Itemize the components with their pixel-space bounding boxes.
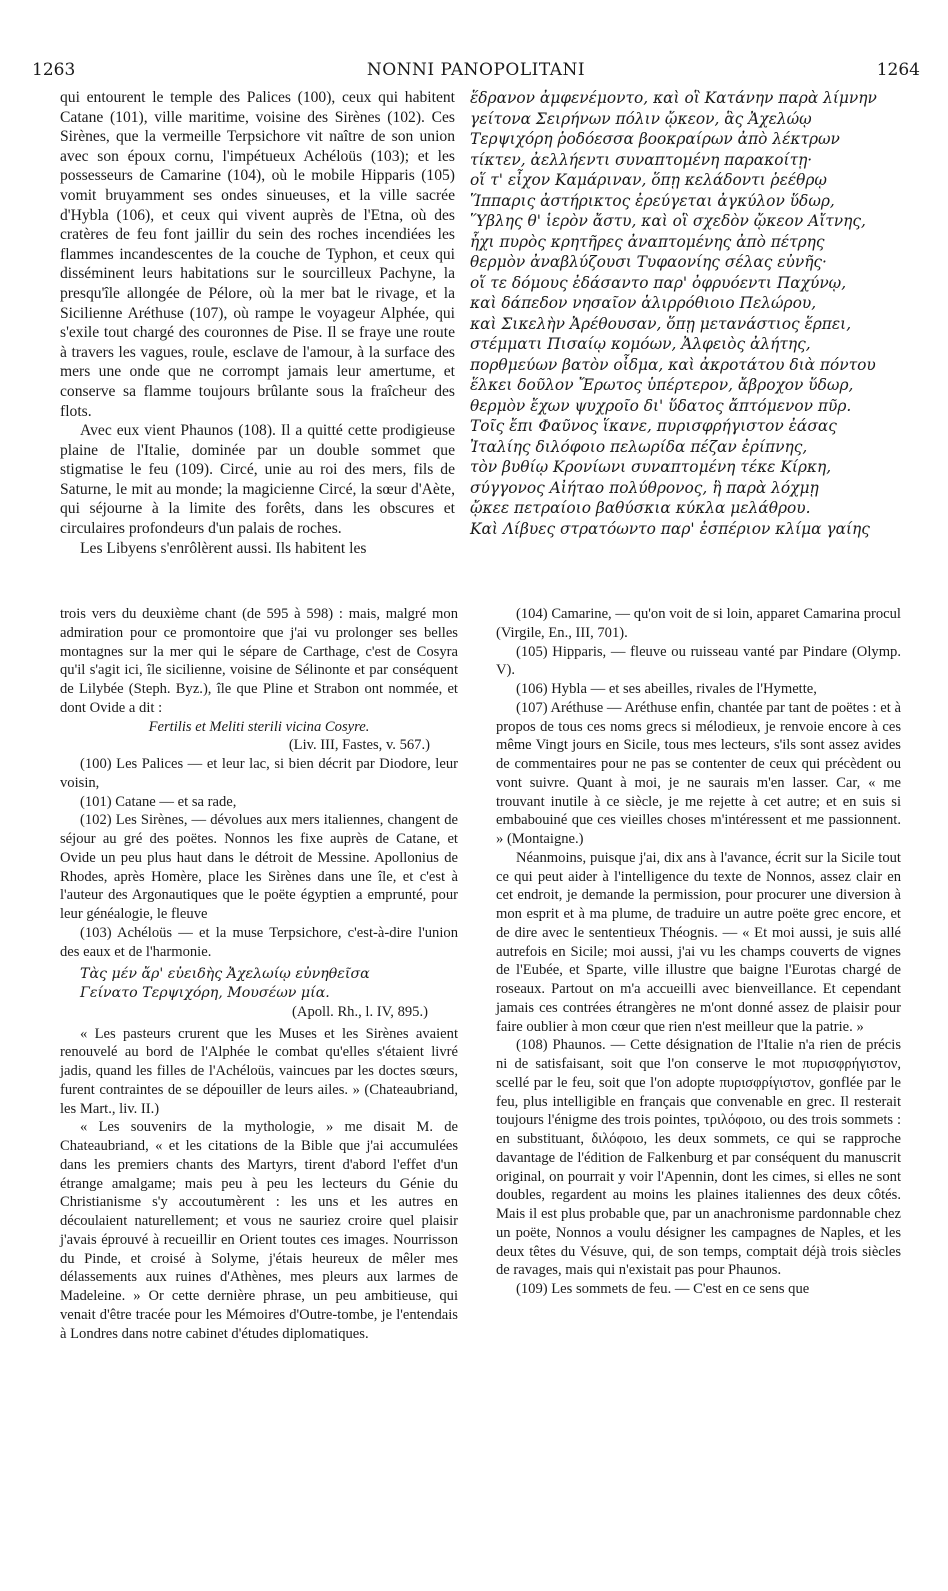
latin-quotation: Fertilis et Meliti sterili vicina Cosyre.: [148, 718, 370, 735]
running-title: NONNI PANOPOLITANI: [366, 60, 586, 80]
note-107: (107) Aréthuse — Aréthuse enfin, chantée par tant de poëtes : et à propos de tous ces noms grecs si mélodieux, je renvoie encore à ces même Vingt jours en Sicile, tous mes lecteurs, s'ils sont assez avides de commentaires pour ne pas se contenter de ceux qui précèdent ou vont suivre. Quant à moi, je ne saurais m'en lasser. Car, « me trouvant inutile à ce siècle, je me rejette à cet autre; et en suis si embabouiné que ces vieilles choses m'intéressent et me passionnent. » (Montaigne.): [496, 699, 901, 847]
note-103: (103) Achéloüs — et la muse Terpsichore, c'est-à-dire l'union des eaux et de l'harmonie.: [60, 924, 458, 960]
left-page-number: 1263: [32, 60, 76, 80]
note-105: (105) Hipparis, — fleuve ou ruisseau vanté par Pindare (Olymp. V).: [496, 643, 901, 679]
greek-verse: Ὕβλης θ' ἱερὸν ἄστυ, καὶ οἳ σχεδὸν ᾤκεον Αἴτνης,: [470, 212, 866, 230]
greek-verse: ᾤκεε πετραίοιο βαθύσκια κύκλα μελάθρου.: [470, 499, 811, 517]
note-paragraph: trois vers du deuxième chant (de 595 à 598) : mais, malgré mon admiration pour ce promontoire que j'ai vu prolonger ses belles montagnes sur la mer qui le sépare de Carthage, c'est de Cosyra qu'il s'agit ici, île sicilienne, voisine de Sélinonte et par conséquent de Lilybée (Steph. Byz.), île que Pline et Strabon ont nommée, et dont Ovide a dit :: [60, 606, 458, 716]
greek-verse: ἕλκει δοῦλον Ἔρωτος ὑπέρτερον, ἄβροχον ὕδωρ,: [470, 376, 854, 394]
note-109: (109) Les sommets de feu. — C'est en ce sens que: [516, 1281, 810, 1297]
greek-verse: τὸν βυθίῳ Κρονίωνι συναπτομένη τέκε Κίρκη,: [470, 458, 832, 476]
greek-verse: καὶ δάπεδον νησαῖον ἁλιρρόθιοιο Πελώρου,: [470, 294, 817, 312]
note-paragraph: Néanmoins, puisque j'ai, dix ans à l'avance, écrit sur la Sicile tout ce qui peut aider à l'intelligence du texte de Nonnos, assez clair en cet endroit, je demande la permission, pour procurer une diversion à mon esprit et à ma plume, de traduire un autre poëte grec encore, et de dire avec le sententieux Théognis. — « Et moi aussi, je suis allé autrefois en Sicile; moi aussi, j'ai vu les champs couverts de vignes de l'Eubée, et Sparte, ville illustre que baigne l'Eurotas chargé de roseaux. Partout on m'a accueilli avec bienveillance. Et cependant jamais ces contrées étrangères ne m'ont donné assez de plaisir pour faire oublier à mon cœur que rien n'est meilleur que la patrie. »: [496, 849, 901, 1035]
greek-verse: καὶ Σικελὴν Ἀρέθουσαν, ὅπῃ μετανάστιος ἕρπει,: [470, 314, 852, 333]
greek-verse: τίκτεν, ἀελλήεντι συναπτομένη παρακοίτῃ·: [470, 150, 813, 169]
french-translation: [60, 88, 455, 558]
note-101: (101) Catane — et sa rade,: [80, 793, 237, 810]
note-104: (104) Camarine, — qu'on voit de si loin, apparet Camarina procul (Virgile, En., III, 701).: [496, 606, 901, 641]
notes-right-column: [496, 605, 901, 1299]
note-108: (108) Phaunos. — Cette désignation de l'Italie n'a rien de précis ni de satisfaisant, soit que l'on conserve le mot πυρισφρήγιστον, scellé par le feu, soit que l'on adopte πυρισφρίγιστον, gonflée par le feu, plus intelligible en français que convenable en grec. Il resterait toujours l'énigme des trois pointes, τριλόφοιο, ou des trois sommets : en substituant, διλόφοιο, les deux sommets, ce qui se rapproche davantage de l'édition de Falkenburg et par conséquent du manuscrit original, on pourrait y voir l'Apennin, dont les cimes, si elles ne sont doubles, regardent au moins les plaines italiennes des deux côtés. Mais il est plus probable que, par un anachronisme pardonnable chez un poëte, Nonnos a voulu désigner les campagnes de Naples, et les deux têtes du Vésuve, qui, de son temps, comptait déjà trois siècles de ravages, mais qui n'existait pas pour Phaunos.: [496, 1037, 901, 1279]
notes-left-column: [60, 605, 458, 1343]
greek-verse: Τοῖς ἔπι Φαῦνος ἵκανε, πυρισφρήγιστον ἐάσας: [470, 417, 837, 435]
greek-verse: πορθμεύων βατὸν οἶδμα, καὶ ἀκροτάτου διὰ πόντου: [470, 355, 876, 374]
greek-verse: θερμὸν ἀναβλύζουσι Τυφαονίης σέλας εὐνῆς·: [470, 253, 827, 271]
page-header: [30, 60, 922, 86]
greek-text: [470, 88, 890, 539]
greek-verse: θερμὸν ἔχων ψυχροῖο δι' ὕδατος ἄπτόμενον πῦρ.: [470, 396, 852, 415]
greek-verse: οἵ τ' εἶχον Καμάριναν, ὅπῃ κελάδοντι ῥεέθρῳ: [470, 171, 827, 189]
chateaubriand-quote: « Les pasteurs crurent que les Muses et les Sirènes avaient renouvelé au bord de l'Alphée le combat qu'elles s'étaient livré jadis, quand les filles de l'Achéloüs, vaincues par les doctes sœurs, furent contraintes de se dépouiller de leurs ailes. » (Chateaubriand, les Mart., liv. II.): [60, 1025, 458, 1117]
greek-verse: Ἰταλίης διλόφοιο πελωρίδα πέζαν ἐρίπνης,: [470, 437, 808, 456]
translation-paragraph: Avec eux vient Phaunos (108). Il a quitté cette prodigieuse plaine de l'Italie, dominée par un double sommet que stigmatise le feu (109). Circé, unie au roi des mers, fils de Saturne, le mit au monde; la magicienne Circé, la sœur d'Aète, qui séjourne à la limite des forêts, dans les obscures et circulaires profondeurs d'un palais de roches.: [60, 422, 455, 538]
greek-verse: Τερψιχόρη ῥοδόεσσα βοοκραίρων ἀπὸ λέκτρων: [470, 130, 840, 148]
quotation-reference: (Apoll. Rh., l. IV, 895.): [292, 1003, 428, 1020]
greek-verse: σύγγονος Αἰήταο πολύθρονος, ἣ παρὰ λόχμῃ: [470, 478, 819, 497]
greek-quotation-line: Τὰς μέν ἄρ' εὐειδὴς Ἀχελωίῳ εὐνηθεῖσα: [80, 966, 370, 983]
quotation-reference: (Liv. III, Fastes, v. 567.): [288, 737, 430, 754]
greek-verse: γείτονα Σειρήνων πόλιν ᾤκεον, ἃς Ἀχελώῳ: [470, 109, 812, 128]
greek-verse: οἵ τε δόμους ἐδάσαντο παρ' ὀφρυόεντι Παχύνῳ,: [470, 273, 847, 292]
right-page-number: 1264: [876, 60, 920, 80]
translation-paragraph: Les Libyens s'enrôlèrent aussi. Ils habitent les: [80, 539, 367, 557]
souvenirs-paragraph: « Les souvenirs de la mythologie, » me disait M. de Chateaubriand, « et les citations de la Bible que j'ai accumulées dans les premiers chants des Martyrs, tirent d'abord l'effet d'un étrange amalgame; mais peu à peu les lecteurs du Génie du Christianisme s'y accoutumèrent : les uns et les autres en découlaient naturellement; et vous ne sauriez croire quel plaisir j'avais éprouvé à recueillir en Orient toutes ces images. Nourrisson du Pinde, et croisé à Solyme, j'étais heureux de mêler mes délassements aux ruines d'Athènes, mes pleurs aux larmes de Madeleine. » Or cette dernière phrase, un peu ambitieuse, qui venait d'être tracée pour les Mémoires d'Outre-tombe, je l'entendais à Londres dans notre cabinet d'études diplomatiques.: [60, 1119, 458, 1342]
greek-verse: ἧχι πυρὸς κρητῆρες ἀναπτομένης ἀπὸ πέτρης: [470, 232, 825, 251]
greek-quotation-line: Γείνατο Τερψιχόρη, Μουσέων μία.: [80, 985, 330, 1001]
note-102: (102) Les Sirènes, — dévolues aux mers italiennes, changent de séjour au gré des poëtes. Nonnos les fixe auprès de Catane, et Ovide un peu plus haut dans le détroit de Messine. Apollonius de Rhodes, après Homère, place les Sirènes dans une île, et c'est à l'auteur des Argonautiques que le poëte égyptien a emprunté, pour leur généalogie, le fleuve: [60, 812, 458, 922]
note-100: (100) Les Palices — et leur lac, si bien décrit par Diodore, leur voisin,: [60, 756, 458, 791]
translation-paragraph: qui entourent le temple des Palices (100), ceux qui habitent Catane (101), ville maritime, voisine des Sirènes (102). Ces Sirènes, que la vermeille Terpsichore vit naître de son union avec son époux cornu, l'impétueux Achéloüs (103); et les possesseurs de Camarine (104), où le mobile Hipparis (105) vomit bruyamment ses ondes sinueuses, et la ville sacrée d'Hybla (106), et ceux qui vivent auprès de l'Etna, où des cratères de feu font jaillir du sein des roches incendiées les flammes incandescentes de la couche de Typhon, et ceux qui disséminent leurs habitations sur le sourcilleux Pachyne, la presqu'île allongée de Pélore, où la mer bat le rivage, et la Sicilienne Aréthuse (107), où rampe le voyageur Alphée, qui s'exile tout chargé des couronnes de Pise. Il se fraye une route à travers les vagues, roule, esclave de l'amour, à la surface des mers une onde que ne corrompt jamais leur amertume, et conserve sa flamme toujours brûlante sous la fraîcheur des flots.: [60, 89, 455, 420]
greek-verse: Καὶ Λίβυες στρατόωντο παρ' ἑσπέριον κλίμα γαίης: [470, 519, 870, 538]
greek-verse: στέμματι Πισαίῳ κομόων, Ἀλφειὸς ἀλήτης,: [470, 335, 811, 353]
note-106: (106) Hybla — et ses abeilles, rivales de l'Hymette,: [516, 681, 817, 697]
greek-verse: ἕδρανον ἀμφενέμοντο, καὶ οἳ Κατάνην παρὰ λίμνην: [470, 89, 877, 107]
greek-verse: Ἵππαρις ἀστήρικτος ἐρεύγεται ἀγκύλον ὕδωρ,: [470, 191, 835, 210]
